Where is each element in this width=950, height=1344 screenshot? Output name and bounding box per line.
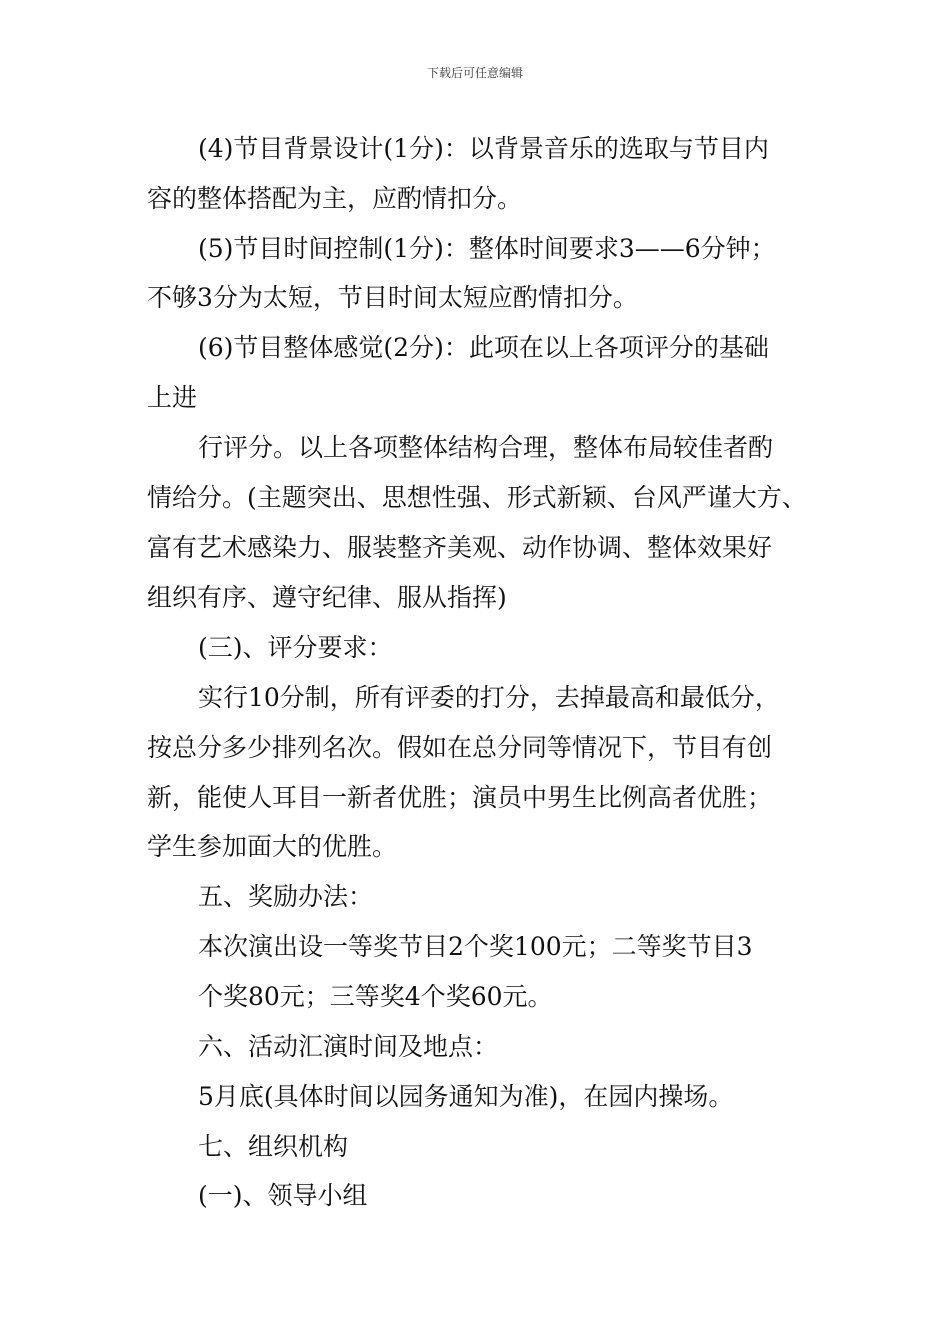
text-line: 五、奖励办法： <box>198 882 374 911</box>
text-line: (一)、领导小组 <box>198 1181 368 1210</box>
text-line: 按总分多少排列名次。假如在总分同等情况下，节目有创 <box>147 733 773 762</box>
text-line: 个奖80元；三等奖4个奖60元。 <box>198 982 553 1011</box>
text-line: (三)、评分要求： <box>198 633 393 662</box>
text-line: 富有艺术感染力、服装整齐美观、动作协调、整体效果好 <box>147 533 773 562</box>
text-line: 六、活动汇演时间及地点： <box>198 1032 499 1061</box>
text-line: 5月底(具体时间以园务通知为准)，在园内操场。 <box>198 1082 734 1111</box>
text-line: 容的整体搭配为主，应酌情扣分。 <box>147 184 523 213</box>
text-line: 学生参加面大的优胜。 <box>147 832 398 861</box>
text-line: (6)节目整体感觉(2分)：此项在以上各项评分的基础 <box>198 333 769 362</box>
text-line: 七、组织机构 <box>198 1132 349 1161</box>
page-header: 下载后可任意编辑 <box>426 66 523 80</box>
text-line: 组织有序、遵守纪律、服从指挥) <box>147 583 507 612</box>
text-line: 上进 <box>147 383 198 412</box>
text-line: 新，能使人耳目一新者优胜；演员中男生比例高者优胜； <box>147 783 773 812</box>
text-line: 情给分。(主题突出、思想性强、形式新颖、台风严谨大方、 <box>147 483 807 512</box>
text-line: 实行10分制，所有评委的打分，去掉最高和最低分， <box>198 683 780 712</box>
text-line: 行评分。以上各项整体结构合理，整体布局较佳者酌 <box>198 433 774 462</box>
text-line: (5)节目时间控制(1分)：整体时间要求3——6分钟； <box>198 234 776 263</box>
text-line: 本次演出设一等奖节目2个奖100元；二等奖节目3 <box>198 932 753 961</box>
text-line: 不够3分为太短，节目时间太短应酌情扣分。 <box>147 283 638 312</box>
text-line: (4)节目背景设计(1分)：以背景音乐的选取与节目内 <box>198 134 769 163</box>
